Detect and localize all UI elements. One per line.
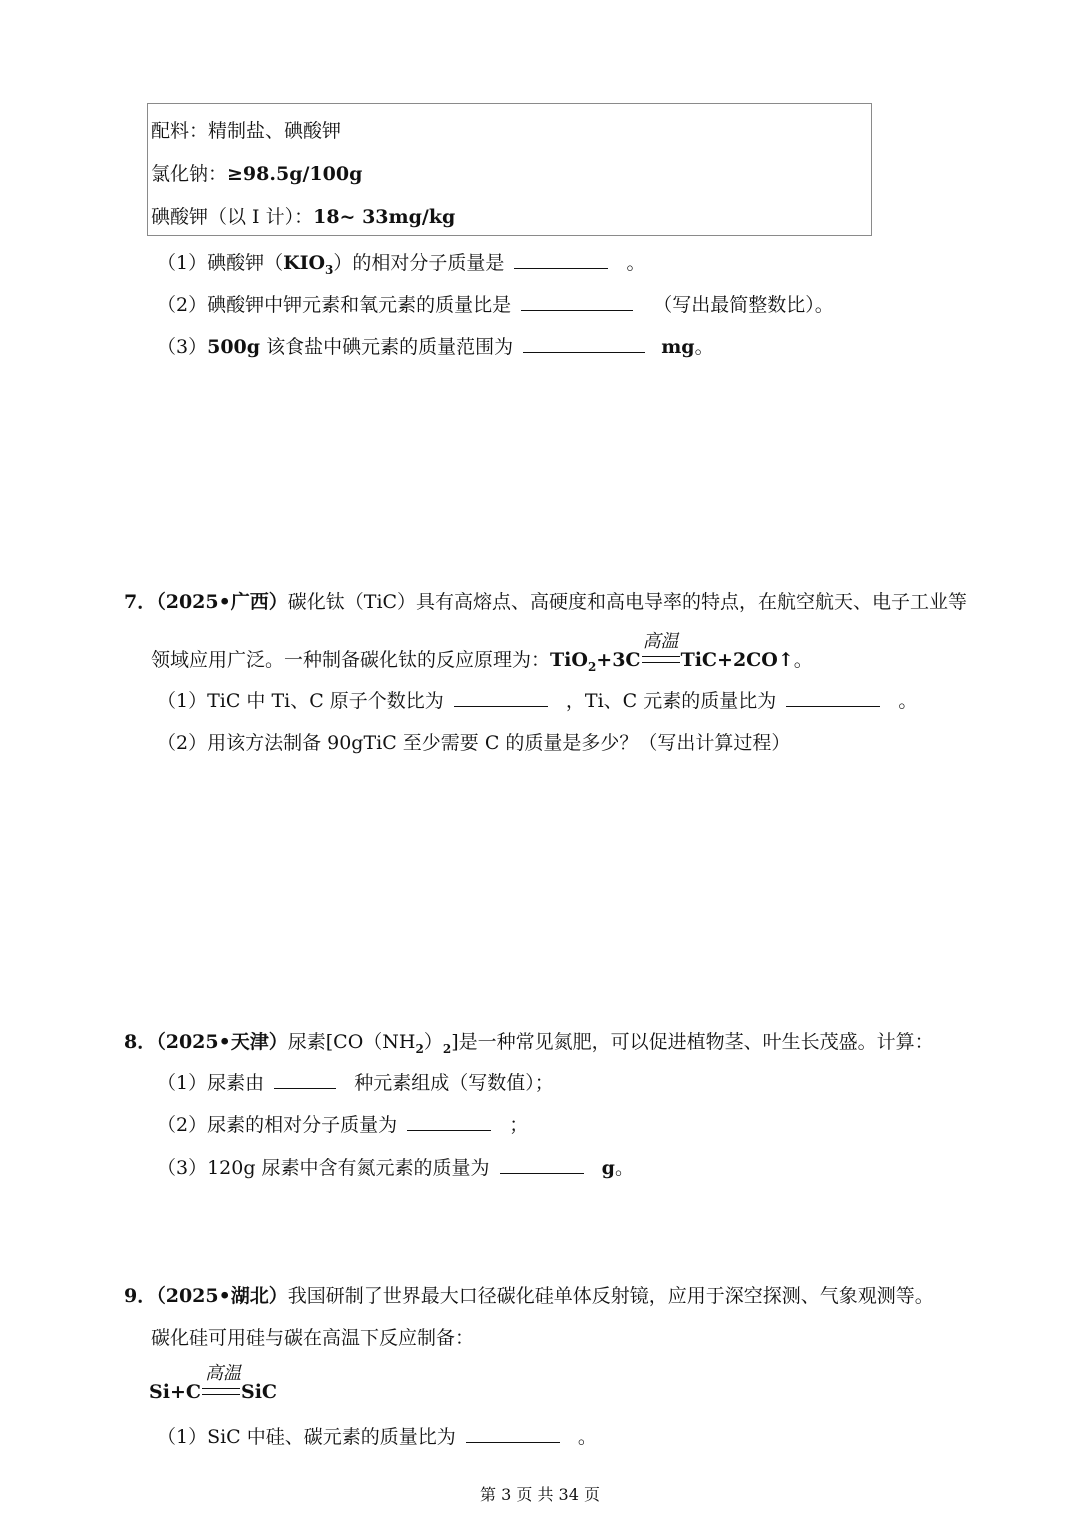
- q7-stem-line-1: 7．（2025•广西）碳化钛（TiC）具有高熔点、高硬度和高电导率的特点，在航空航天、电子工业等: [124, 591, 968, 613]
- answer-blank[interactable]: [466, 1428, 560, 1443]
- answer-blank[interactable]: [407, 1116, 491, 1131]
- answer-blank[interactable]: [521, 296, 633, 311]
- answer-blank[interactable]: [454, 692, 548, 707]
- q7-stem-line-2: 领域应用广泛。一种制备碳化钛的反应原理为：TiO$_2$+3C 高温 TiC+2CO↑。: [151, 631, 813, 674]
- ingredient-line-1: 配料：精制盐、碘酸钾: [151, 120, 342, 142]
- page-footer: 第 3 页 共 34 页: [480, 1485, 600, 1504]
- answer-blank[interactable]: [514, 254, 608, 269]
- ingredient-line-2: 氯化钠：≥98.5g/100g: [151, 163, 363, 185]
- q8-stem: 8．（2025•天津）尿素$[CO(NH_2)_2]$是一种常见氮肥，可以促进植物茎、叶生长茂盛。计算：: [124, 1031, 934, 1056]
- q9-stem-line-2: 碳化硅可用硅与碳在高温下反应制备：: [151, 1327, 475, 1349]
- gas-arrow-icon: ↑: [777, 649, 794, 671]
- q9-part-1: （1）SiC 中硅、碳元素的质量比为 。: [157, 1426, 597, 1448]
- ingredient-line-3: 碘酸钾（以 I 计）：18~ 33mg/kg: [151, 206, 456, 228]
- q9-equation: Si+C 高温 SiC: [149, 1363, 278, 1403]
- q6-part-3: （3）500g 该食盐中碘元素的质量范围为 mg。: [157, 336, 714, 358]
- answer-blank[interactable]: [274, 1074, 336, 1089]
- q7-part-2: （2）用该方法制备 90gTiC 至少需要 C 的质量是多少？（写出计算过程）: [157, 732, 791, 754]
- answer-blank[interactable]: [500, 1159, 584, 1174]
- q6-part-2: （2）碘酸钾中钾元素和氧元素的质量比是 （写出最简整数比）。: [157, 294, 834, 316]
- answer-blank[interactable]: [786, 692, 880, 707]
- q8-part-2: （2）尿素的相对分子质量为 ；: [157, 1114, 529, 1136]
- reaction-equals-sign: 高温: [641, 649, 681, 671]
- q8-part-3: （3）120g 尿素中含有氮元素的质量为 g。: [157, 1157, 634, 1179]
- q6-part-1: （1）碘酸钾$(KIO_3)$的相对分子质量是 。: [157, 252, 646, 277]
- q8-part-1: （1）尿素由 种元素组成（写数值）；: [157, 1072, 554, 1094]
- q7-part-1: （1）TiC 中 Ti、C 原子个数比为 ，Ti、C 元素的质量比为 。: [157, 690, 918, 712]
- reaction-equals-sign: 高温: [201, 1381, 241, 1403]
- answer-blank[interactable]: [523, 338, 645, 353]
- q9-stem-line-1: 9．（2025•湖北）我国研制了世界最大口径碳化硅单体反射镜，应用于深空探测、气象观测等。: [124, 1285, 934, 1307]
